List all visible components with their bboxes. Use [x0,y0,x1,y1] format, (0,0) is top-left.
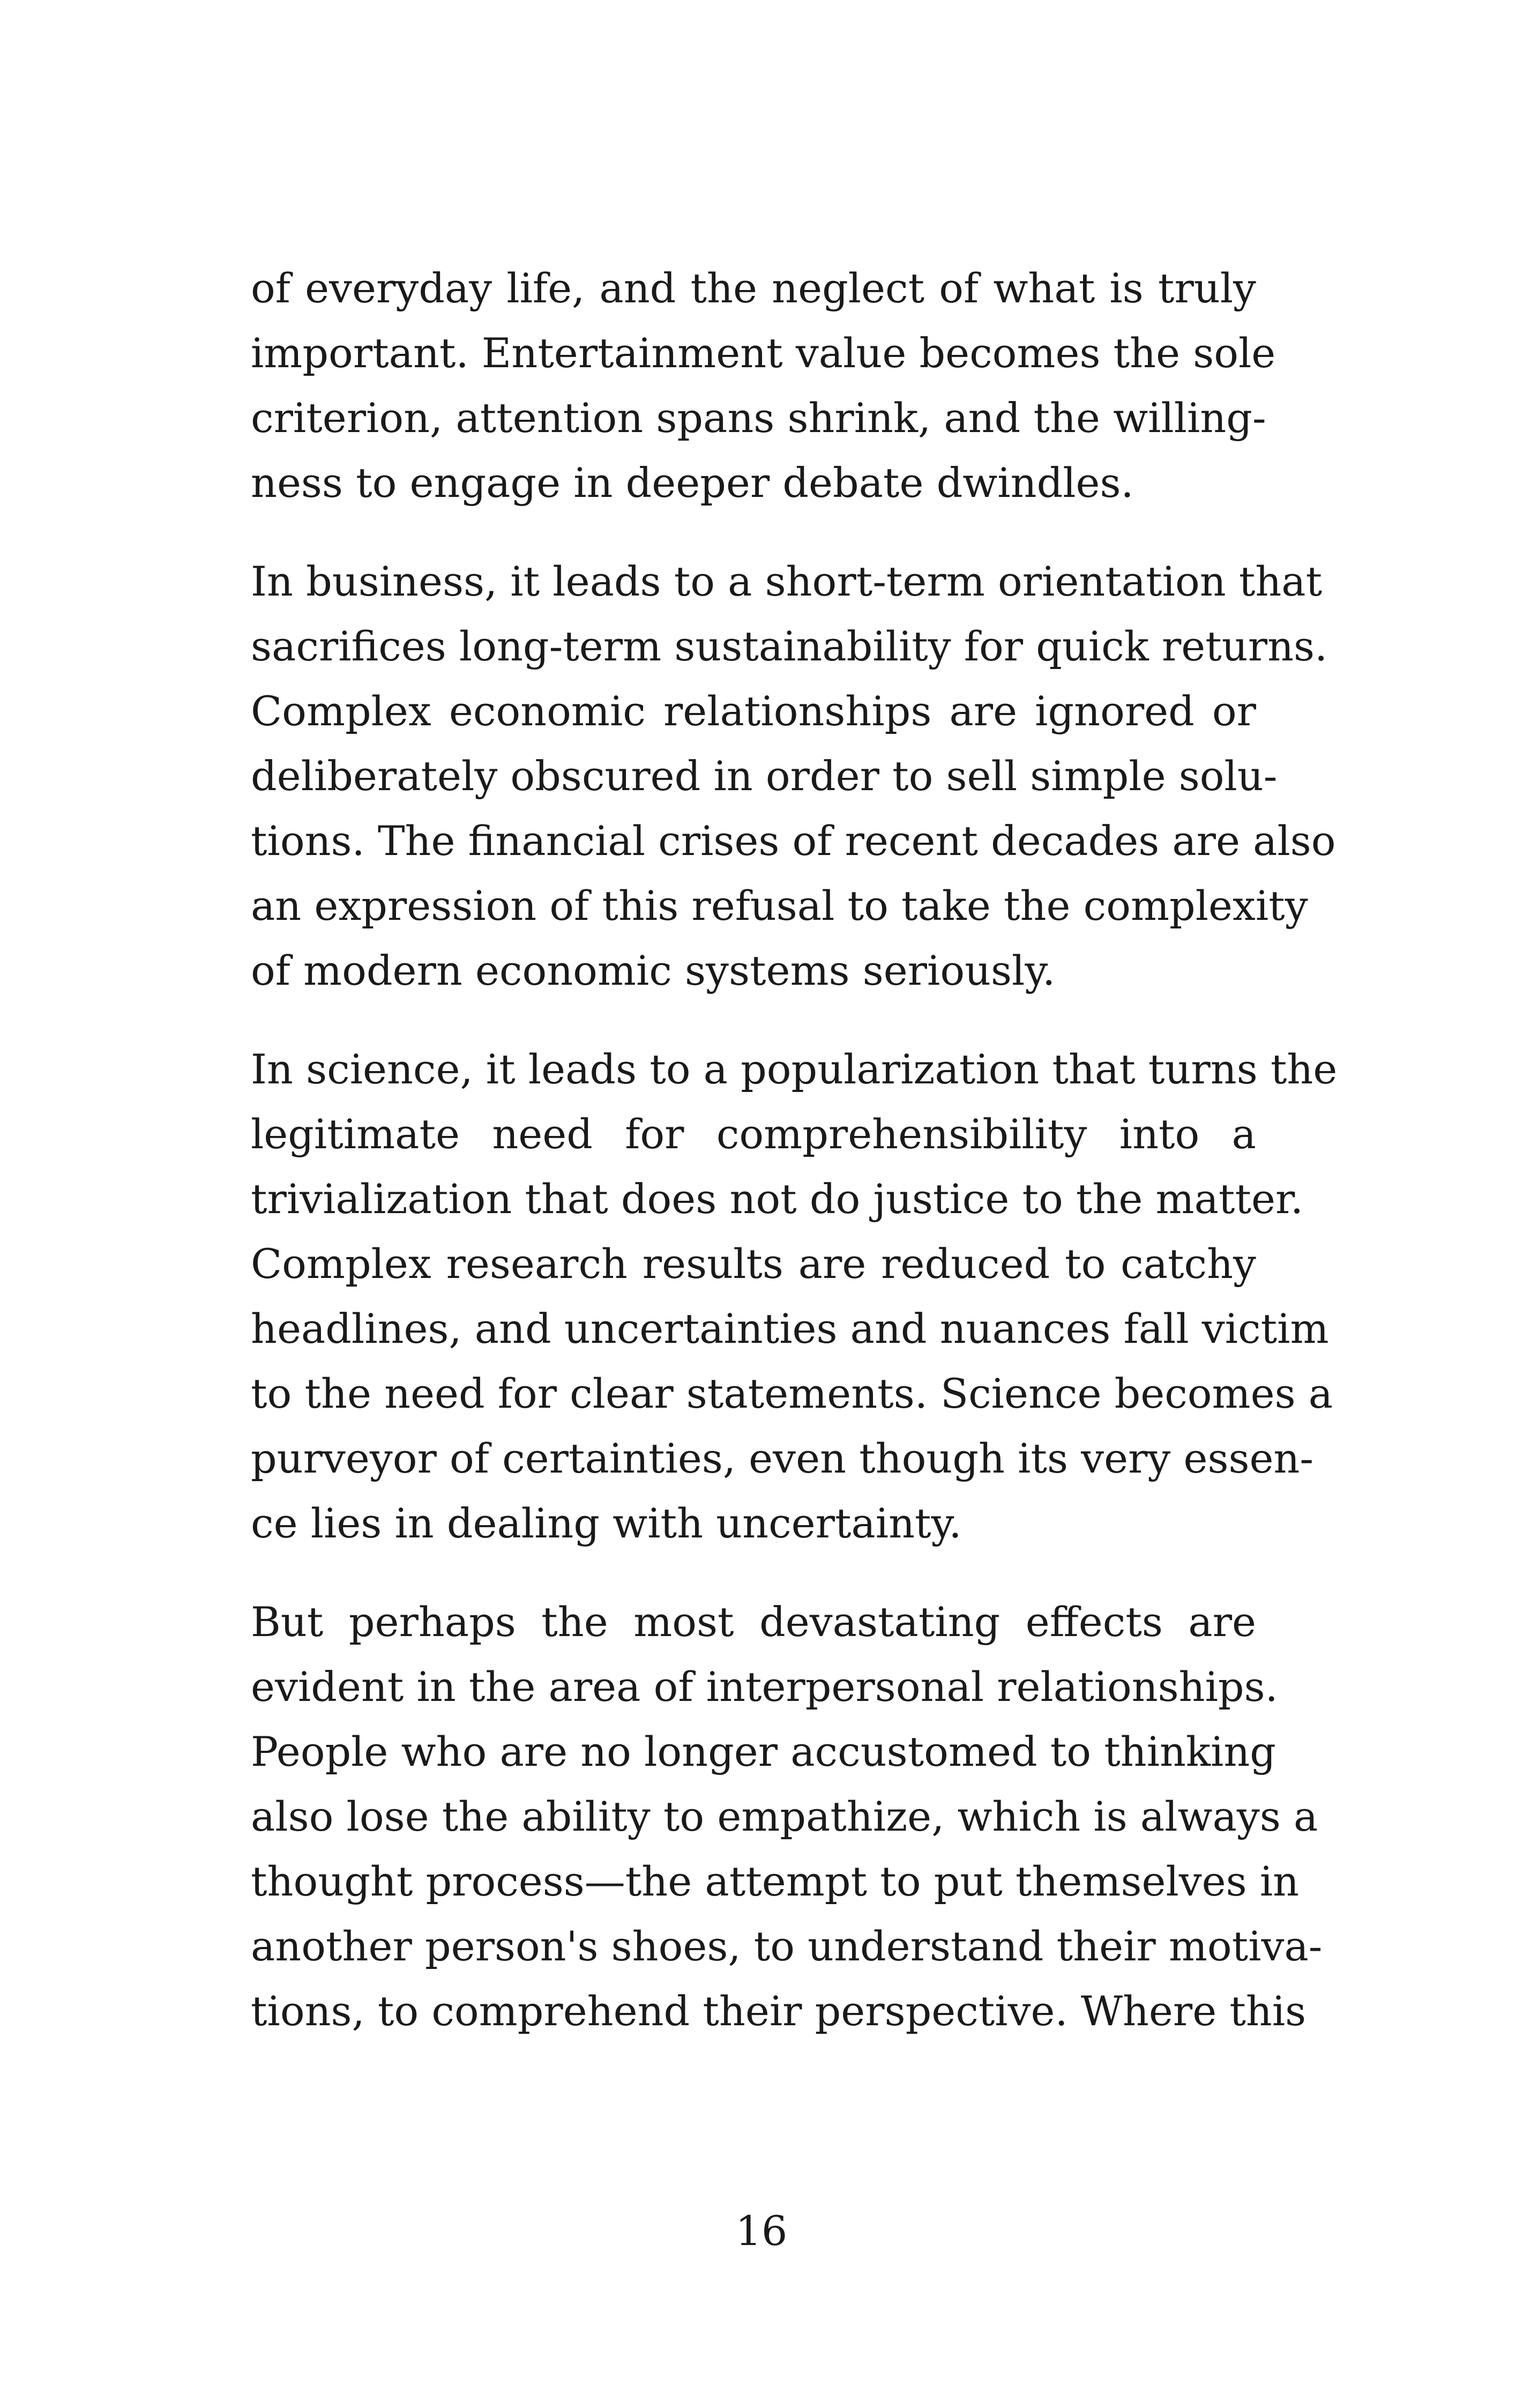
text-line: tions, to comprehend their perspective. Where this [251,1987,1307,2035]
text-line: criterion, attention spans shrink, and the willing- [251,394,1266,442]
text-line: of modern economic systems seriously. [251,947,1056,994]
text-line: But perhaps the most devastating effects are [251,1598,1256,1646]
text-line: of everyday life, and the neglect of what is truly [251,264,1256,312]
text-line: to the need for clear statements. Science becomes a [251,1370,1333,1417]
page-number: 16 [735,2207,788,2255]
paragraph-1 [251,256,1276,515]
text-line: In science, it leads to a popularization that turns the [251,1045,1338,1093]
text-line: purveyor of certainties, even though its very essen- [251,1435,1314,1482]
text-line: ce lies in dealing with uncertainty. [251,1499,962,1547]
paragraph-3 [251,1037,1338,1556]
body-text [251,256,1338,2077]
text-line: trivialization that does not do justice to the matter. [251,1175,1304,1223]
text-line: Complex research results are reduced to catchy [251,1240,1256,1288]
text-line: deliberately obscured in order to sell simple solu- [251,752,1278,800]
text-line: tions. The financial crises of recent decades are also [251,817,1336,865]
text-line: legitimate need for comprehensibility into a [251,1110,1256,1158]
text-line: important. Entertainment value becomes the sole [251,329,1276,377]
text-line: evident in the area of interpersonal relationships. [251,1663,1278,1711]
text-line: headlines, and uncertainties and nuances fall victim [251,1305,1329,1352]
text-line: also lose the ability to empathize, which is always a [251,1793,1318,1840]
paragraph-2 [251,549,1336,1003]
text-line: sacrifices long-term sustainability for quick returns. [251,622,1328,670]
text-line: People who are no longer accustomed to thinking [251,1728,1276,1775]
text-line: another person's shoes, to understand their motiva- [251,1922,1323,1970]
text-line: thought process—the attempt to put themselves in [251,1857,1300,1905]
text-line: an expression of this refusal to take the complexity [251,882,1308,930]
text-line: ness to engage in deeper debate dwindles. [251,459,1134,507]
paragraph-4 [251,1589,1323,2043]
text-line: In business, it leads to a short-term orientation that [251,558,1323,605]
text-line: Complex economic relationships are ignored or [251,687,1256,735]
